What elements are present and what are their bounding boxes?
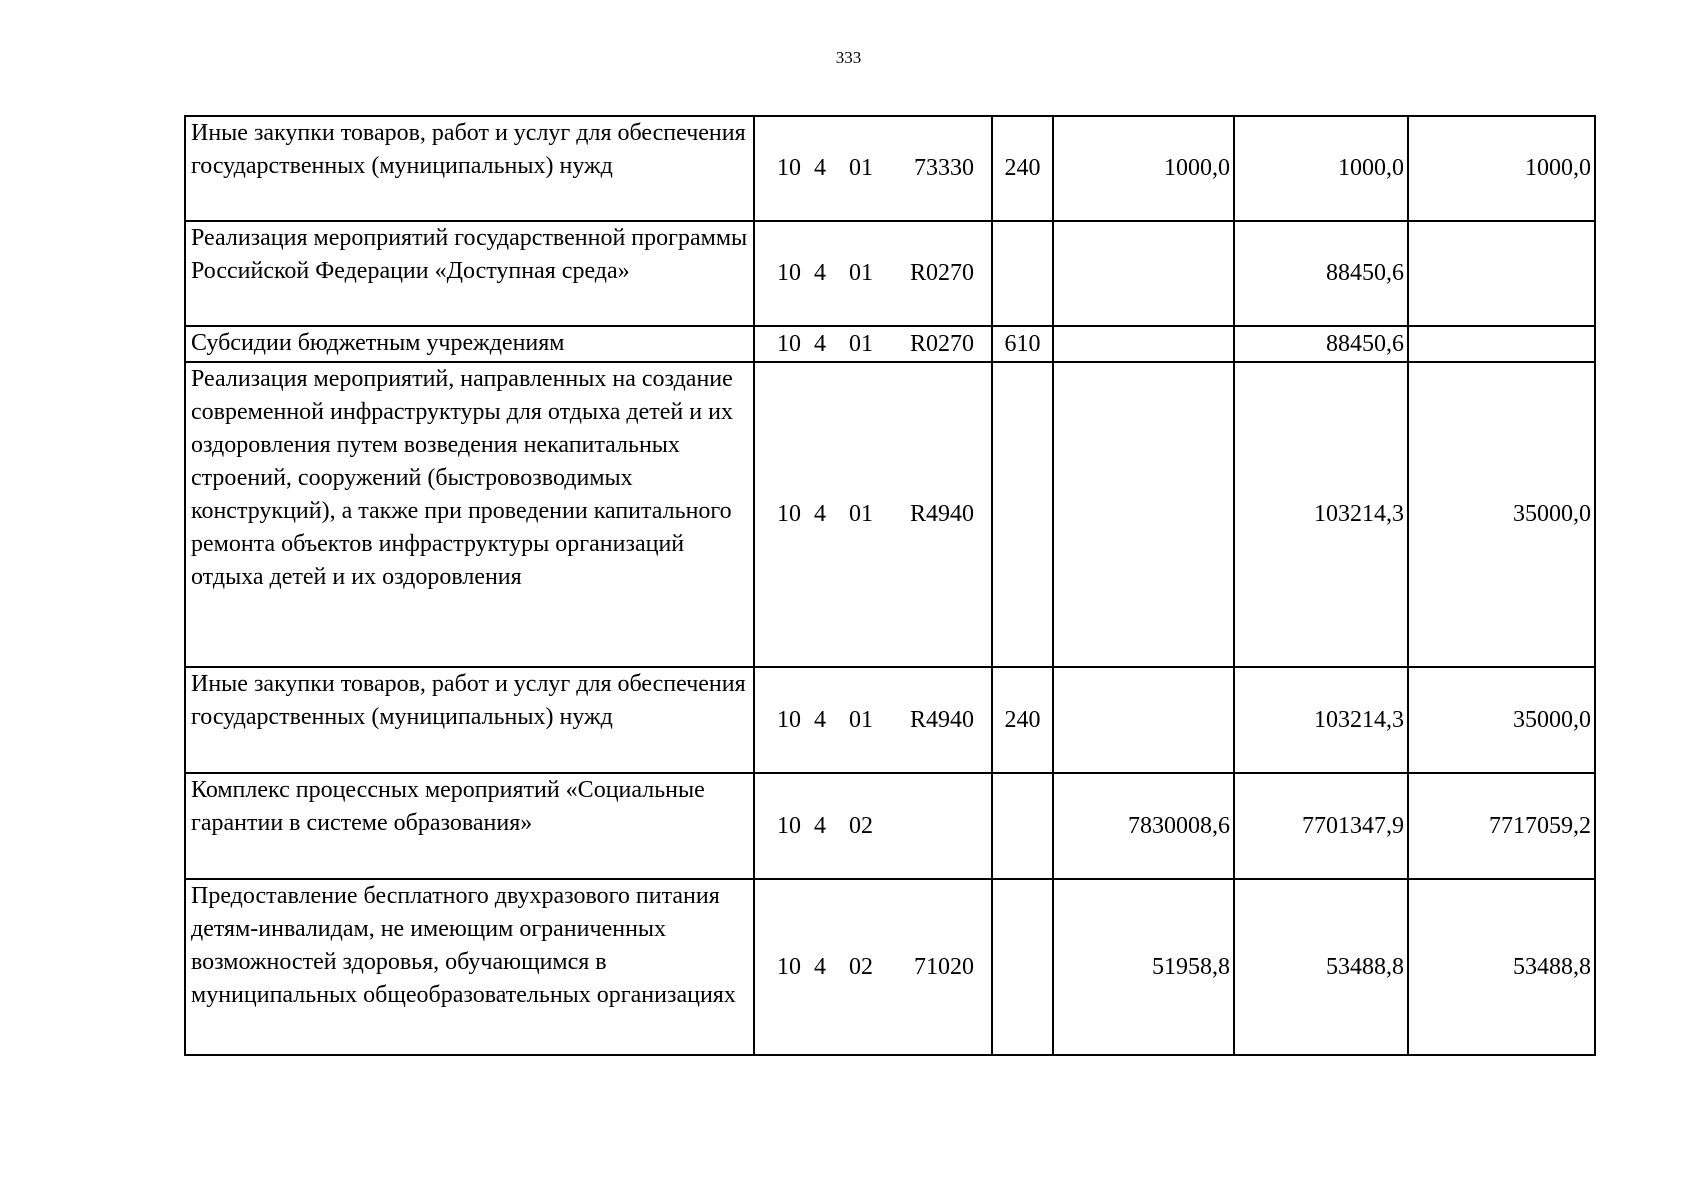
subsection-code: 4 [814, 155, 826, 181]
page-number: 333 [835, 48, 862, 67]
expense-type-code: 240 [992, 667, 1053, 773]
table-row [185, 116, 1595, 221]
expense-type-code: 240 [992, 116, 1053, 221]
row-name-cell [185, 116, 754, 221]
subsection-code: 4 [814, 330, 826, 357]
subsection-code: 4 [814, 260, 826, 286]
amount-year-1: 1000,0 [1053, 116, 1234, 221]
row-name-cell [185, 773, 754, 879]
amount-year-1: 51958,8 [1053, 879, 1234, 1055]
section-code: 10 [777, 330, 801, 357]
expense-type-code: 610 [992, 326, 1053, 362]
budget-table [184, 115, 1596, 1056]
row-name-cell [185, 362, 754, 667]
amount-year-2: 53488,8 [1234, 879, 1408, 1055]
article-code: R0270 [909, 330, 974, 357]
section-code: 10 [777, 812, 801, 839]
program-code: 01 [849, 260, 873, 286]
expense-type-code [992, 362, 1053, 667]
amount-year-1 [1053, 221, 1234, 326]
amount-year-3: 35000,0 [1408, 362, 1595, 667]
row-name: Реализация мероприятий, направленных на создание современной инфраструктуры для отдыха детей и их оздоровления путем возведения некапитальных строений, сооружений (быстровозводимых конструкций), а также при проведении капитального ремонта объектов инфраструктуры организаций отдыха детей и их оздоровления [191, 366, 733, 590]
program-code: 02 [849, 812, 873, 839]
classification-code-cell [754, 116, 992, 221]
classification-code-cell [754, 879, 992, 1055]
program-code: 01 [849, 501, 873, 527]
section-code: 10 [777, 953, 801, 980]
subsection-code: 4 [814, 501, 826, 527]
amount-year-3: 53488,8 [1408, 879, 1595, 1055]
classification-code-cell [754, 326, 992, 362]
amount-year-2: 88450,6 [1234, 326, 1408, 362]
table-row [185, 667, 1595, 773]
row-name-cell [185, 667, 754, 773]
amount-year-2: 103214,3 [1234, 667, 1408, 773]
section-code: 10 [777, 260, 801, 286]
article-code: 73330 [914, 155, 974, 181]
amount-year-2: 103214,3 [1234, 362, 1408, 667]
section-code: 10 [777, 501, 801, 527]
row-name: Иные закупки товаров, работ и услуг для обеспечения государственных (муниципальных) нужд [191, 120, 746, 179]
table-row [185, 879, 1595, 1055]
subsection-code: 4 [814, 706, 826, 733]
program-code: 01 [849, 706, 873, 733]
table-row [185, 221, 1595, 326]
expense-type-code [992, 221, 1053, 326]
amount-year-2: 1000,0 [1234, 116, 1408, 221]
row-name: Комплекс процессных мероприятий «Социальные гарантии в системе образования» [191, 777, 705, 836]
amount-year-3: 7717059,2 [1408, 773, 1595, 879]
row-name: Реализация мероприятий государственной программы Российской Федерации «Доступная среда» [191, 225, 748, 284]
row-name: Субсидии бюджетным учреждениям [191, 330, 565, 356]
subsection-code: 4 [814, 812, 826, 839]
classification-code-cell [754, 667, 992, 773]
program-code: 01 [849, 155, 873, 181]
classification-code-cell [754, 221, 992, 326]
program-code: 01 [849, 330, 873, 357]
amount-year-2: 88450,6 [1234, 221, 1408, 326]
amount-year-1: 7830008,6 [1053, 773, 1234, 879]
amount-year-3: 1000,0 [1408, 116, 1595, 221]
article-code: R0270 [909, 260, 974, 286]
article-code: 71020 [914, 953, 974, 980]
classification-code-cell [754, 773, 992, 879]
row-name-cell [185, 326, 754, 362]
section-code: 10 [777, 706, 801, 733]
table-row [185, 773, 1595, 879]
table-row [185, 326, 1595, 362]
row-name: Иные закупки товаров, работ и услуг для обеспечения государственных (муниципальных) нужд [191, 671, 746, 730]
amount-year-1 [1053, 326, 1234, 362]
amount-year-1 [1053, 667, 1234, 773]
row-name-cell [185, 879, 754, 1055]
amount-year-3: 35000,0 [1408, 667, 1595, 773]
amount-year-1 [1053, 362, 1234, 667]
subsection-code: 4 [814, 953, 826, 980]
amount-year-3 [1408, 326, 1595, 362]
amount-year-2: 7701347,9 [1234, 773, 1408, 879]
expense-type-code [992, 879, 1053, 1055]
article-code: R4940 [909, 706, 974, 733]
table-row [185, 362, 1595, 667]
expense-type-code [992, 773, 1053, 879]
article-code: R4940 [909, 501, 974, 527]
row-name-cell [185, 221, 754, 326]
section-code: 10 [777, 155, 801, 181]
row-name: Предоставление бесплатного двухразового питания детям-инвалидам, не имеющим ограниченных возможностей здоровья, обучающимся в муниципальных общеобразовательных организациях [191, 883, 736, 1008]
program-code: 02 [849, 953, 873, 980]
classification-code-cell [754, 362, 992, 667]
amount-year-3 [1408, 221, 1595, 326]
